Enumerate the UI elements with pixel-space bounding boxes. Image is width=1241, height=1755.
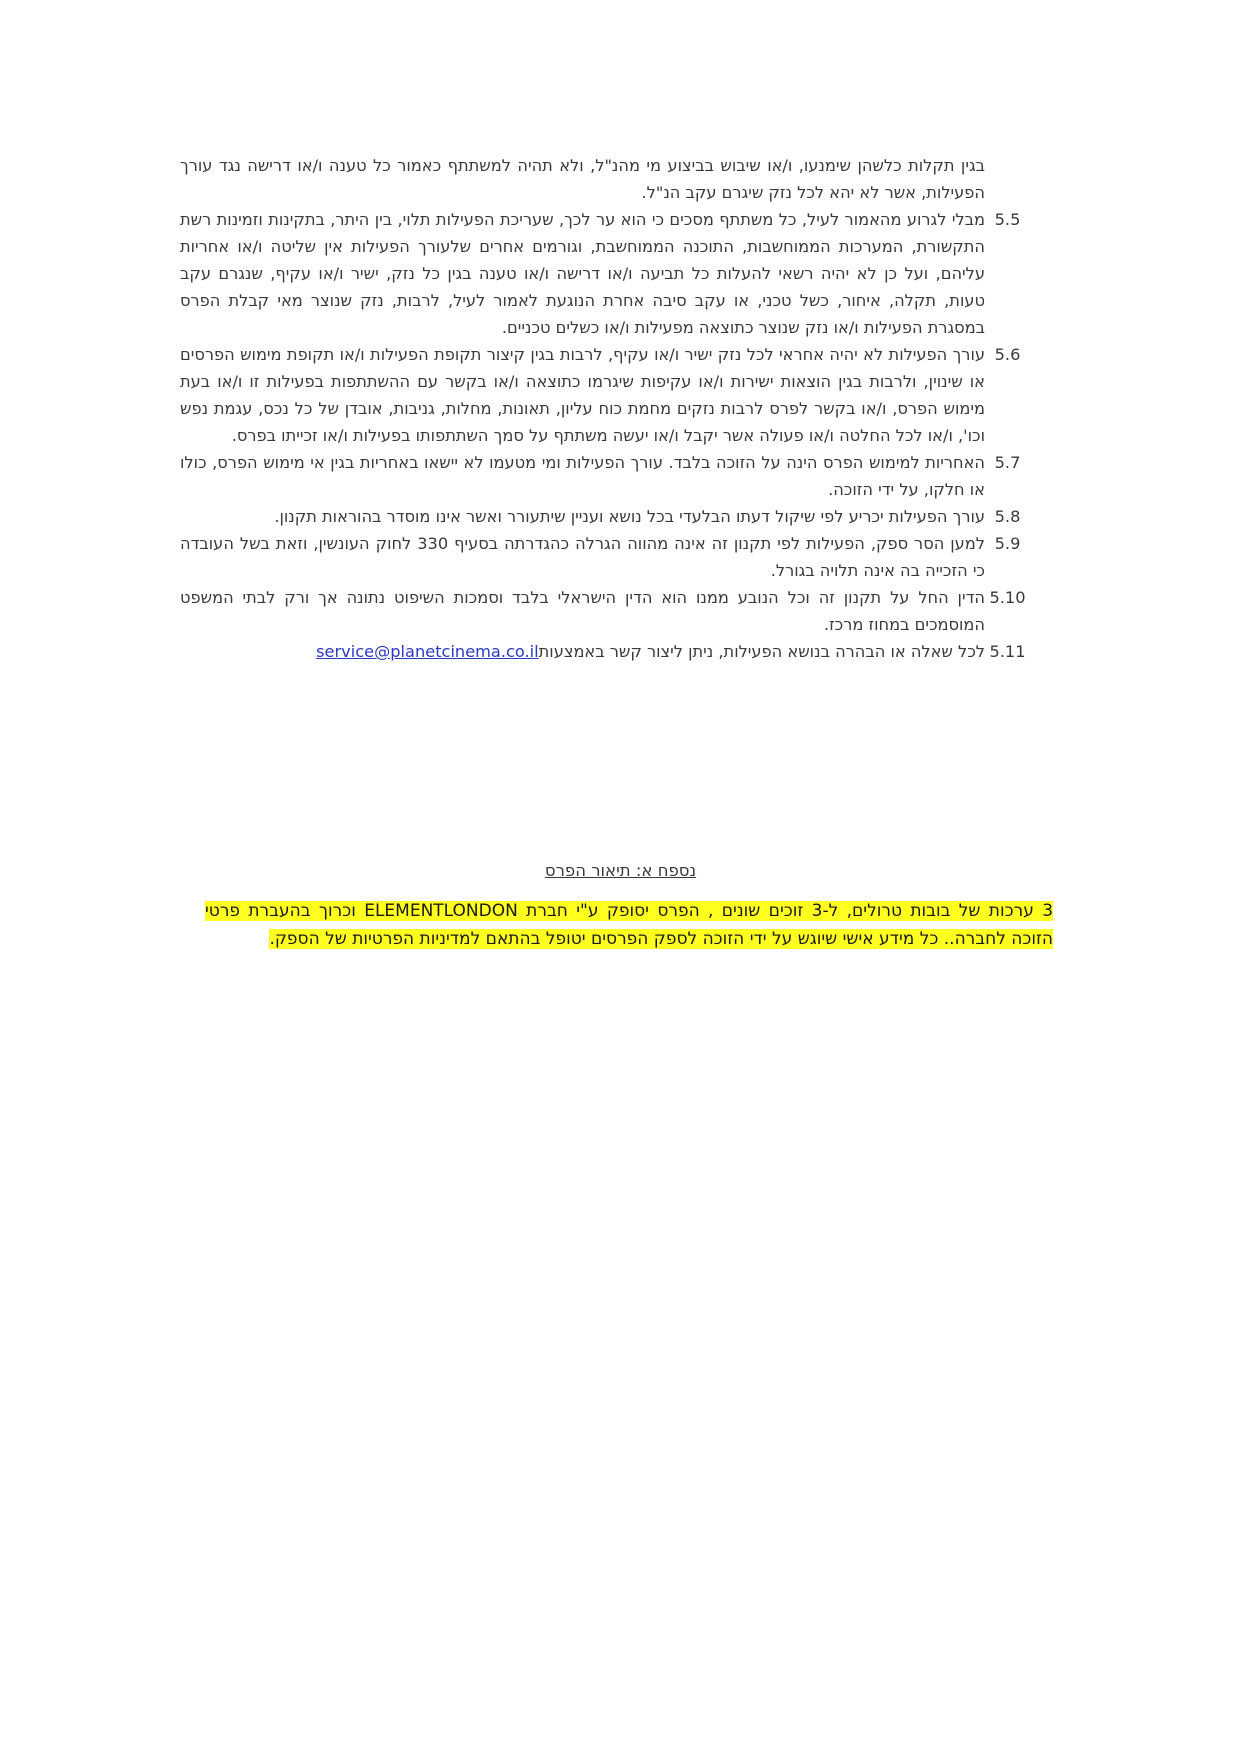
clause-text: הדין החל על תקנון זה וכל הנובע ממנו הוא הדין הישראלי בלבד וסמכות השיפוט נתונה אך ורק לבתי המשפט המוסמכים במחוז מרכז.	[180, 588, 985, 634]
clause-number: 5.5	[994, 210, 1021, 229]
appendix-title	[0, 858, 1241, 884]
clause-5-9	[180, 530, 1030, 584]
clause-5-5	[180, 206, 1030, 341]
clause-text: האחריות למימוש הפרס הינה על הזוכה בלבד. עורך הפעילות ומי מטעמו לא יישאו באחריות בגין אי מימוש הפרס, כולו או חלקו, על ידי הזוכה.	[180, 453, 985, 499]
clause-number: 5.9	[994, 534, 1021, 553]
contact-email-link[interactable]: service@planetcinema.co.il	[316, 642, 539, 661]
contact-text: לכל שאלה או הבהרה בנושא הפעילות, ניתן ליצור קשר באמצעות	[538, 642, 985, 661]
prize-description	[205, 897, 1053, 953]
appendix-title-text: נספח א: תיאור הפרס	[544, 861, 697, 880]
clause-number: 5.7	[994, 453, 1021, 472]
clause-5-6	[180, 341, 1030, 449]
clause-5-7	[180, 449, 1030, 503]
prize-highlighted-text: 3 ערכות של בובות טרולים, ל-3 זוכים שונים , הפרס יסופק ע"י חברת ELEMENTLONDON וכרוך בהעברת פרטי הזוכה לחברה.. כל מידע אישי שיוגש על ידי הזוכה לספק הפרסים יטופל בהתאם למדיניות הפרטיות של הספק.	[205, 901, 1054, 949]
clause-continuation: בגין תקלות כלשהן שימנעו, ו/או שיבוש בביצוע מי מהנ"ל, ולא תהיה למשתתף כאמור כל טענה ו/או דרישה נגד עורך הפעילות, אשר לא יהא לכל נזק שיגרם עקב הנ"ל.	[180, 156, 985, 202]
clause-text: מבלי לגרוע מהאמור לעיל, כל משתתף מסכים כי הוא ער לכך, שעריכת הפעילות תלוי, בין היתר, בתקינות וזמינות רשת התקשורת, המערכות הממוחשבות, התוכנה הממוחשבת, וגורמים אחרים שלעורך הפעילות אין שליטה ו/או אחריות עליהם, ועל כן לא יהיה רשאי להעלות כל תביעה ו/או דרישה ו/או טענה בגין כל נזק, ישיר ו/או עקיף, שנגרם עקב טעות, תקלה, איחור, כשל טכני, או עקב סיבה אחרת הנוגעת לאמור לעיל, לרבות, נזק שנוצר מאי קבלת הפרס במסגרת הפעילות ו/או נזק שנוצר כתוצאה מפעילות ו/או כשלים טכניים.	[180, 210, 985, 337]
clause-number: 5.10	[989, 588, 1026, 607]
clause-text	[180, 638, 985, 665]
clause-number: 5.8	[994, 507, 1021, 526]
clause-number: 5.11	[989, 642, 1026, 661]
clause-text: עורך הפעילות לא יהיה אחראי לכל נזק ישיר ו/או עקיף, לרבות בגין קיצור תקופת הפעילות ו/או תקופת מימוש הפרסים או שינוין, ולרבות בגין הוצאות ישירות ו/או עקיפות שיגרמו כתוצאה ו/או בקשר עם ההשתתפות בפעילות זו ו/או בעת מימוש הפרס, ו/או בקשר לפרס לרבות נזקים מחמת כוח עליון, תאונות, מחלות, גניבות, אובדן של כל נכס, עגמת נפש וכו', ו/או לכל החלטה ו/או פעולה אשר יקבל ו/או יעשה משתתף על סמך השתתפותו בפעילות ו/או זכייתו בפרס.	[180, 345, 985, 445]
clause-5-11	[180, 638, 1030, 665]
clause-5-8	[180, 503, 1030, 530]
terms-section	[180, 152, 1030, 665]
clause-number: 5.6	[994, 345, 1021, 364]
clause-text: עורך הפעילות יכריע לפי שיקול דעתו הבלעדי בכל נושא ועניין שיתעורר ואשר אינו מוסדר בהוראות תקנון.	[274, 507, 985, 526]
clause-text: למען הסר ספק, הפעילות לפי תקנון זה אינה מהווה הגרלה כהגדרתה בסעיף 330 לחוק העונשין, וזאת בשל העובדה כי הזכייה בה אינה תלויה בגורל.	[180, 534, 985, 580]
clause-5-10	[180, 584, 1030, 638]
